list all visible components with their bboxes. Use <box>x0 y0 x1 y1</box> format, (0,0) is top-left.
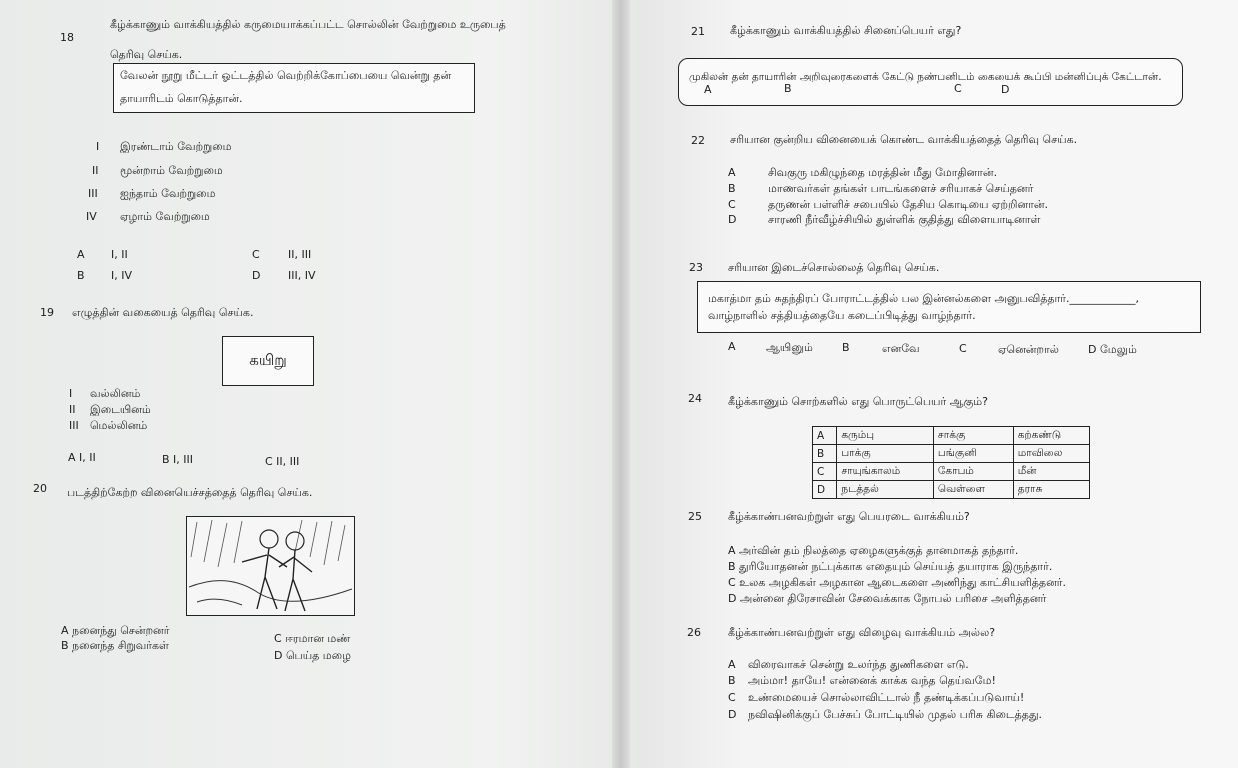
q22-option-text: மாணவர்கள் தங்கள் பாடங்களைச் சரியாகச் செய்தனர் <box>768 182 1034 195</box>
table-cell: தராசு <box>1013 481 1089 499</box>
q23-option-c: ஏனென்றால் <box>998 343 1059 356</box>
q23-box-line2: வாழ்நாளில் சத்தியத்தையே கடைப்பிடித்து வாழ்ந்தார். <box>708 309 976 322</box>
q18-sentence-box <box>113 63 475 113</box>
q19-item-text: மெல்லினம் <box>90 419 148 432</box>
boys-in-rain-illustration <box>186 516 355 616</box>
q21-label-d: D <box>1001 83 1010 96</box>
q23-option-a-letter: A <box>728 340 736 353</box>
q26-option-letter: D <box>728 708 737 721</box>
q18-item-roman: I <box>96 140 100 153</box>
q19-item-text: வல்லினம் <box>90 387 141 400</box>
q18-option-a-letter: A <box>77 248 85 261</box>
table-cell: மாவிலை <box>1013 445 1089 463</box>
q26-number: 26 <box>687 626 701 639</box>
q21-sentence-box <box>678 58 1183 106</box>
q26-option-text: விரைவாகச் சென்று உலர்ந்த துணிகளை எடு. <box>748 658 969 671</box>
q23-option-b-letter: B <box>842 341 850 354</box>
table-cell: பங்குனி <box>933 445 1013 463</box>
table-cell: கற்கண்டு <box>1013 427 1089 445</box>
q21-number: 21 <box>691 25 705 38</box>
q26-option-text: உண்மையைச் சொல்லாவிட்டால் நீ தண்டிக்கப்படுவாய்! <box>748 691 1025 704</box>
table-cell: D <box>813 481 837 499</box>
q23-option-a: ஆயினும் <box>766 341 813 354</box>
table-cell: வெள்ளை <box>933 481 1013 499</box>
table-row <box>813 463 1090 481</box>
q19-option-c: C II, III <box>265 455 300 468</box>
q25-question: கீழ்க்காண்பனவற்றுள் எது பெயரடை வாக்கியம்? <box>728 510 970 523</box>
q25-number: 25 <box>688 510 702 523</box>
right-page <box>620 0 1238 768</box>
q24-word-table <box>812 426 1090 499</box>
q25-option: C உலக அழகிகள் அழகான ஆடைகளை அணிந்து காட்சியளித்தனர். <box>728 576 1066 589</box>
q22-option-letter: A <box>728 166 736 179</box>
q26-question: கீழ்க்காண்பனவற்றுள் எது விழைவு வாக்கியம் அல்ல? <box>728 626 996 639</box>
table-cell: A <box>813 427 837 445</box>
q22-option-text: சாரணி நீர்வீழ்ச்சியில் துள்ளிக் குதித்து விளையாடினாள் <box>768 213 1041 226</box>
q24-question: கீழ்க்காணும் சொற்களில் எது பொருட்பெயர் ஆகும்? <box>728 395 988 408</box>
q18-item-text: இரண்டாம் வேற்றுமை <box>120 140 232 153</box>
q18-option-c-letter: C <box>252 248 260 261</box>
table-cell: சாக்கு <box>933 427 1013 445</box>
q18-option-d: III, IV <box>288 269 316 282</box>
table-row <box>813 445 1090 463</box>
q19-item-roman: I <box>69 387 73 400</box>
q21-label-b: B <box>784 82 792 95</box>
q18-box-line1: வேலன் நூறு மீட்டர் ஓட்டத்தில் வெற்றிக்கோப்பையை வென்று தன் <box>120 69 452 82</box>
q19-option-a: A I, II <box>68 451 96 464</box>
q26-option-letter: C <box>728 691 736 704</box>
q18-question-line1: கீழ்க்காணும் வாக்கியத்தில் கருமையாக்கப்பட்ட சொல்லின் வேற்றுமை உருபைத் <box>110 18 506 31</box>
q18-number: 18 <box>60 31 74 44</box>
q26-option-text: நவிஷினிக்குப் பேச்சுப் போட்டியில் முதல் பரிசு கிடைத்தது. <box>748 708 1042 721</box>
q18-option-b: I, IV <box>111 269 133 282</box>
q18-box-line2: தாயாரிடம் கொடுத்தான். <box>120 92 243 105</box>
q22-option-text: சிவகுரு மகிழுந்தை மரத்தின் மீது மோதினான். <box>768 166 998 179</box>
q19-item-text: இடையினம் <box>90 403 151 416</box>
q25-option: B துரியோதனன் நட்புக்காக எதையும் செய்யத் தயாராக இருந்தார். <box>728 560 1053 573</box>
q21-question: கீழ்க்காணும் வாக்கியத்தில் சினைப்பெயர் எது? <box>730 24 962 37</box>
table-cell: மீன் <box>1013 463 1089 481</box>
q23-option-d: D மேலும் <box>1088 343 1137 356</box>
q23-number: 23 <box>689 261 703 274</box>
table-row <box>813 427 1090 445</box>
q20-option-a: A நனைந்து சென்றனர் <box>61 624 170 637</box>
q18-item-text: மூன்றாம் வேற்றுமை <box>120 164 223 177</box>
q20-option-b: B நனைந்த சிறுவர்கள் <box>61 639 169 652</box>
q23-option-b: எனவே <box>882 342 920 355</box>
q26-option-text: அம்மா! தாயே! என்னைக் காக்க வந்த தெய்வமே! <box>748 674 996 687</box>
q21-sentence: முகிலன் தன் தாயாரின் அறிவுரைகளைக் கேட்டு நண்பனிடம் கையைக் கூப்பி மன்னிப்புக் கேட்டான். <box>689 71 1162 83</box>
q19-question: எழுத்தின் வகையைத் தெரிவு செய்க. <box>72 306 254 319</box>
q20-option-c: C ஈரமான மண் <box>274 632 351 645</box>
q22-number: 22 <box>691 134 705 147</box>
q18-option-d-letter: D <box>252 269 261 282</box>
q22-option-letter: D <box>728 213 737 226</box>
q19-word: கயிறு <box>249 351 287 369</box>
q19-item-roman: III <box>69 419 79 432</box>
q18-item-roman: III <box>88 187 98 200</box>
table-row <box>813 481 1090 499</box>
q23-sentence-box <box>697 281 1201 333</box>
q24-number: 24 <box>688 392 702 405</box>
table-cell: கோபம் <box>933 463 1013 481</box>
q20-question: படத்திற்கேற்ற வினையெச்சத்தைத் தெரிவு செய்க. <box>67 486 313 499</box>
q25-option: D அன்னை திரேசாவின் சேவைக்காக நோபல் பரிசை அளித்தனர் <box>728 592 1047 605</box>
q23-option-c-letter: C <box>959 342 967 355</box>
table-cell: பாக்கு <box>837 445 934 463</box>
q22-option-letter: B <box>728 182 736 195</box>
table-cell: கரும்பு <box>837 427 934 445</box>
q20-number: 20 <box>33 482 47 495</box>
q26-option-letter: B <box>728 674 736 687</box>
q21-label-c: C <box>954 82 962 95</box>
table-cell: சாயுங்காலம் <box>837 463 934 481</box>
q18-option-b-letter: B <box>77 269 85 282</box>
q18-item-text: ஐந்தாம் வேற்றுமை <box>120 187 216 200</box>
q18-option-c: II, III <box>288 248 312 261</box>
table-cell: C <box>813 463 837 481</box>
q26-option-letter: A <box>728 658 736 671</box>
q23-question: சரியான இடைச்சொல்லைத் தெரிவு செய்க. <box>728 261 940 274</box>
q19-option-b: B I, III <box>162 453 194 466</box>
q19-item-roman: II <box>69 403 76 416</box>
q19-number: 19 <box>40 306 54 319</box>
q18-option-a: I, II <box>111 248 128 261</box>
q18-item-text: ஏழாம் வேற்றுமை <box>120 210 210 223</box>
q23-box-line1: மகாத்மா தம் சுதந்திரப் போராட்டத்தில் பல இன்னல்களை அனுபவித்தார்.____________, <box>708 292 1140 305</box>
table-cell: நடத்தல் <box>837 481 934 499</box>
q18-item-roman: II <box>92 164 99 177</box>
q18-question-line2: தெரிவு செய்க. <box>110 48 183 61</box>
q22-option-letter: C <box>728 198 736 211</box>
q19-word-box <box>222 336 314 386</box>
q22-option-text: தருணன் பள்ளிச் சபையில் தேசிய கொடியை ஏற்றினான். <box>768 198 1049 211</box>
table-cell: B <box>813 445 837 463</box>
q18-item-roman: IV <box>86 210 97 223</box>
q22-question: சரியான குன்றிய வினையைக் கொண்ட வாக்கியத்தைத் தெரிவு செய்க. <box>730 133 1078 146</box>
q21-label-a: A <box>704 83 712 96</box>
q20-option-d: D பெய்த மழை <box>274 649 351 662</box>
q25-option: A அர்வின் தம் நிலத்தை ஏழைகளுக்குத் தானமாகத் தந்தார். <box>728 544 1019 557</box>
